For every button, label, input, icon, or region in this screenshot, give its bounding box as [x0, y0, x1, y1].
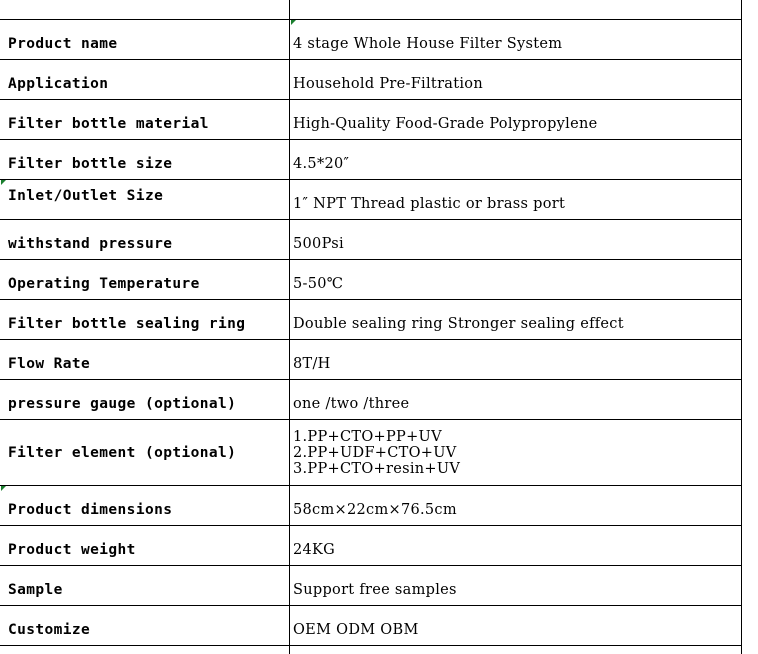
spec-label[interactable]: Application [0, 60, 290, 99]
table-row [0, 20, 742, 60]
table-row [0, 260, 742, 300]
cell-marker-icon [1, 180, 6, 185]
table-row [0, 380, 742, 420]
spec-label[interactable]: Filter bottle sealing ring [0, 300, 290, 339]
spec-value[interactable]: 58cm×22cm×76.5cm [293, 502, 457, 518]
spec-value[interactable]: Double sealing ring Stronger sealing effect [293, 316, 624, 332]
table-row [0, 486, 742, 526]
spec-label[interactable]: pressure gauge (optional) [0, 380, 290, 419]
table-row [0, 180, 742, 220]
spec-value[interactable]: 5-50℃ [293, 276, 344, 292]
cell-marker-icon [1, 486, 6, 491]
spec-label[interactable]: Filter bottle size [0, 140, 290, 179]
table-row [0, 420, 742, 486]
spec-label[interactable]: Sample [0, 566, 290, 605]
spec-label[interactable] [0, 646, 290, 654]
spec-label[interactable]: Operating Temperature [0, 260, 290, 299]
spec-label[interactable]: withstand pressure [0, 220, 290, 259]
cell-marker-icon [291, 20, 296, 25]
spec-label[interactable]: Flow Rate [0, 340, 290, 379]
spec-value-line: 3.PP+CTO+resin+UV [293, 460, 461, 477]
spec-value[interactable]: 4 stage Whole House Filter System [293, 36, 563, 52]
spec-value-line: 2.PP+UDF+CTO+UV [293, 444, 457, 461]
table-row [0, 100, 742, 140]
spec-value[interactable]: Household Pre-Filtration [293, 76, 483, 92]
table-row [0, 220, 742, 260]
table-row [0, 526, 742, 566]
table-row [0, 0, 742, 20]
table-row [0, 566, 742, 606]
spec-value[interactable]: 500Psi [293, 236, 344, 252]
spec-value[interactable]: 24KG [293, 542, 336, 558]
spec-value[interactable]: one /two /three [293, 396, 410, 412]
spec-label[interactable]: Inlet/Outlet Size [0, 180, 290, 219]
spec-label[interactable]: Filter bottle material [0, 100, 290, 139]
spec-value[interactable] [290, 420, 742, 485]
spec-label[interactable]: Customize [0, 606, 290, 645]
table-row [0, 340, 742, 380]
spec-value-line: 1.PP+CTO+PP+UV [293, 428, 442, 445]
spec-label[interactable]: Product name [0, 20, 290, 59]
table-row [0, 140, 742, 180]
spec-value[interactable]: 1″ NPT Thread plastic or brass port [293, 196, 566, 212]
spec-label[interactable]: Product weight [0, 526, 290, 565]
spec-value[interactable] [290, 646, 742, 654]
table-right-border [741, 0, 742, 654]
spec-value[interactable] [290, 0, 742, 19]
spec-label[interactable]: Product dimensions [0, 486, 290, 525]
table-row [0, 606, 742, 646]
spec-value[interactable]: Support free samples [293, 582, 457, 598]
spec-value[interactable]: 8T/H [293, 356, 331, 372]
spec-label[interactable]: Filter element (optional) [0, 420, 290, 485]
table-row [0, 60, 742, 100]
spec-value[interactable]: OEM ODM OBM [293, 622, 419, 638]
table-row [0, 646, 742, 654]
table-row [0, 300, 742, 340]
spec-value[interactable]: High-Quality Food-Grade Polypropylene [293, 116, 598, 132]
spec-value[interactable]: 4.5*20″ [293, 156, 350, 172]
spec-label[interactable] [0, 0, 290, 19]
